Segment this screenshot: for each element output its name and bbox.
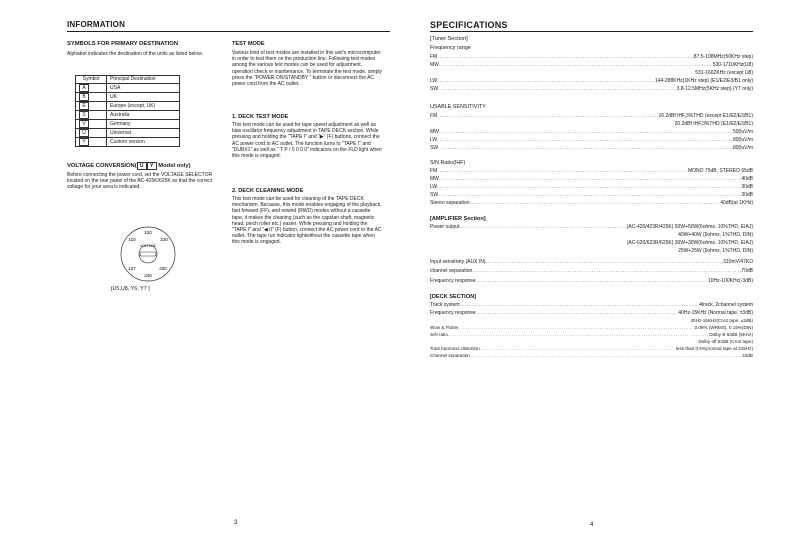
spec-value: Dolby B 63dB (5KHz): [709, 332, 753, 337]
table-row: [76, 119, 180, 128]
dial-label: 230: [159, 266, 167, 271]
usable-sensitivity-title: USABLE SENSITIVITY: [430, 104, 486, 110]
spec-value: 40dB: [741, 176, 753, 182]
spec-row: [430, 192, 753, 198]
left-header-rule: [67, 31, 390, 32]
deck-cleaning-title: 2. DECK CLEANING MODE: [232, 188, 304, 194]
spec-value: 4track, 2channel system: [699, 302, 753, 308]
spec-label: MW: [430, 129, 439, 135]
symbol-box: B: [79, 93, 89, 101]
spec-label: FM: [430, 168, 438, 174]
spec-value: Dolby off 53dB (Cro2 tape): [698, 339, 753, 344]
destination-cell: Germany: [107, 119, 180, 128]
spec-row: [430, 268, 753, 274]
right-page-header: SPECIFICATIONS: [430, 20, 508, 30]
deck-cleaning-body: This test mode can be used for cleaning of the TAPE DECK mechanism. Because, this mode enables engaging of the playback, fast forward (FF), and rewind (RWD) modes without a cassette tape, it makes the cleaning (such as the capstan shaft, magnetic head, pinch roller etc.) easier. While pressing and holding the "TAPE I" and "◀ II" (F) button, connect the AC power cord to the AC outlet. The tape run indicator lightwithout the cassette tape when this mode is engaged.: [232, 196, 382, 246]
specifications-block: [430, 36, 753, 366]
spec-label: Input sensitivity (AUX IN): [430, 259, 486, 265]
spec-label: LW: [430, 78, 438, 84]
symbols-intro: Alphabet indicates the destination of the units as listed below.: [67, 51, 203, 57]
spec-value: 30dB: [741, 192, 753, 198]
spec-value: 40dB(at 1KHz): [720, 200, 753, 206]
spec-label: MW: [430, 176, 439, 182]
spec-value: 40Hz-16KHz(Cro2 tape, ±3dB): [690, 318, 753, 323]
spec-label: Channel separation: [430, 353, 470, 358]
tuner-section-title: [Tuner Section]: [430, 36, 468, 42]
destination-cell: Europe (except, UK): [107, 101, 180, 110]
page-number-left: 3: [234, 520, 238, 526]
spec-value: MONO 75dB, STEREO 65dB: [687, 168, 753, 174]
spec-row: [430, 346, 753, 351]
spec-label: LW: [430, 184, 438, 190]
deck-test-title: 1. DECK TEST MODE: [232, 114, 289, 120]
symbols-title: SYMBOLS FOR PRIMARY DESTINATION: [67, 41, 179, 47]
spec-row: [430, 310, 753, 316]
table-row: [76, 83, 180, 92]
voltage-symbol-u: U: [137, 162, 147, 170]
spec-row: [430, 353, 753, 358]
spec-label: SW: [430, 145, 439, 151]
spec-label: Frequency response: [430, 278, 476, 284]
models-caption: [U5,U8, Y6, Y7 ]: [111, 286, 150, 292]
spec-value: 43dB: [742, 353, 753, 358]
dial-label: 240: [144, 273, 152, 278]
spec-value: 530-1710KHz(U8): [712, 62, 753, 68]
spec-label: Total harmonic distortion: [430, 346, 480, 351]
amplifier-section-title: [AMPLIFIER Section]: [430, 216, 486, 222]
spec-label: FM: [430, 113, 438, 119]
destination-table: [75, 75, 180, 147]
spec-value: 30dB: [741, 184, 753, 190]
spec-value: 3.8-12.5MHz(5KHz step) (Y7 only): [676, 86, 753, 92]
spec-value: 70dB: [741, 268, 753, 274]
spec-value: 40Hz-15KHz (Normal tape, ±3dB): [678, 310, 753, 316]
spec-row: [430, 200, 753, 206]
deck-test-body: This test mode can be used for tape speed adjustment as well as bias oscillator frequency adjustment in TAPE DECK section. While pressing and holding the "TAPE I" and "▶" (F) buttons, connect the AC power cord to AC outlet. The function turns to "TAPE I" and "DUBX1" as well as " T P / 0 0 0 0" indicators on the FLD light when this mode is engaged.: [232, 122, 382, 160]
symbol-box: E: [79, 102, 89, 110]
spec-row: [430, 278, 753, 284]
spec-row: [430, 224, 753, 230]
table-row: [76, 128, 180, 137]
spec-row: [430, 62, 753, 68]
destination-cell: Custom version: [107, 137, 180, 146]
dial-label: 120: [144, 230, 152, 235]
spec-value: 310mV/47KΩ: [723, 259, 753, 265]
page-number-right: 4: [590, 522, 594, 528]
spec-label: Stereo separation: [430, 200, 470, 206]
spec-row: [430, 113, 753, 119]
table-row: [76, 101, 180, 110]
spec-value: less than 0.5%(normal tape at 315Hz): [675, 346, 753, 351]
symbol-box: S: [79, 111, 89, 119]
table-row: [76, 92, 180, 101]
test-mode-body: Various kind of test modes are installed in this unit's microcomputer in order to test them on the production line. Following test modes among the various test modes can be used for adjustment, operation check or maintenance. To terminate the test mode, simply press the "POWER ON/STANDBY " button or disconnect the AC power cord from the AC outlet.: [232, 50, 382, 88]
dial-label: 220: [160, 237, 168, 242]
spec-value: 0.09% (WRMS), 0.15%(DIN): [694, 325, 753, 330]
frequency-range-label: Frequency range: [430, 45, 471, 51]
spec-value: 20.2dBf IHF,3%THD (E1/E2/E3/B1): [674, 121, 753, 127]
spec-label: LW: [430, 137, 438, 143]
spec-row: [430, 176, 753, 182]
voltage-body: Before connecting the power cord, set the VOLTAGE SELECTOR located on the rear panel of the AC-425K/625K so that the correct voltage for your area is indicated.: [67, 172, 213, 191]
spec-value: (AC-620/623R/625K) 30W+30W(6ohms, 10%THD, EIAJ): [626, 240, 753, 246]
spec-label: SW: [430, 86, 439, 92]
spec-row: [430, 184, 753, 190]
spec-label: Frequency response: [430, 310, 476, 316]
spec-label: Track system: [430, 302, 460, 308]
spec-row: [430, 129, 753, 135]
spec-value: 16.2dBf IHF,3%THD (except E1/E2/E3/B1): [658, 113, 753, 119]
voltage-title-end: Model only): [156, 163, 191, 169]
spec-row: [430, 168, 753, 174]
table-row: [76, 110, 180, 119]
destination-cell: UK: [107, 92, 180, 101]
spec-value: 10Hz-100KHz(-3dB): [707, 278, 753, 284]
sn-ratio-title: S/N Ratio(IHF): [430, 160, 466, 166]
spec-label: FM: [430, 54, 438, 60]
dial-label: VOLTAGE: [139, 244, 157, 248]
table-header-symbol: Symbol: [76, 76, 107, 84]
table-header-destination: Principal Destination: [107, 76, 180, 84]
voltage-title: [67, 162, 191, 170]
spec-row: [430, 145, 753, 151]
voltage-title-start: VOLTAGE CONVERSION(: [67, 163, 137, 169]
left-page-header: INFORMATION: [67, 20, 126, 29]
spec-value: 531-1602KHz (except U8): [695, 70, 753, 76]
spec-row: [430, 332, 753, 337]
right-header-rule: [430, 31, 753, 32]
destination-cell: Universal: [107, 128, 180, 137]
spec-row: [430, 54, 753, 60]
spec-label: SW: [430, 192, 439, 198]
spec-value: 87.5-108MHz(50KHz step): [693, 54, 753, 60]
spec-row: [430, 259, 753, 265]
symbol-box: A: [79, 84, 89, 92]
dial-label: 127: [128, 266, 136, 271]
table-row: [76, 137, 180, 146]
spec-value: 800uV/m: [732, 137, 753, 143]
spec-label: channel separation: [430, 268, 473, 274]
dial-label: 110: [128, 237, 136, 242]
spec-label: Power output: [430, 224, 460, 230]
spec-row: [430, 78, 753, 84]
spec-label: S/N ratio: [430, 332, 448, 337]
symbol-box: U: [79, 129, 89, 137]
symbol-box: V: [79, 120, 89, 128]
spec-value: 800uV/m: [732, 145, 753, 151]
test-mode-title: TEST MODE: [232, 41, 265, 47]
spec-label: MW: [430, 62, 439, 68]
spec-label: Wow & Flutter: [430, 325, 459, 330]
spec-row: [430, 137, 753, 143]
spec-row: [430, 325, 753, 330]
spec-value: 144-288KHz(1KHz step) (E1/E2/E3/B1 only): [654, 78, 753, 84]
destination-cell: Australia: [107, 110, 180, 119]
destination-cell: USA: [107, 83, 180, 92]
voltage-symbol-y: Y: [147, 162, 157, 170]
spec-value: 500uV/m: [732, 129, 753, 135]
symbol-box: Y: [79, 138, 89, 146]
spec-row: [430, 86, 753, 92]
spec-row: [430, 302, 753, 308]
spec-value: 40W+40W (6ohms, 1%THD, DIN): [678, 232, 753, 238]
voltage-selector-dial-icon: [118, 224, 178, 284]
spec-value: 25W+25W (6ohms, 1%THD, DIN): [678, 248, 753, 254]
deck-section-title: [DECK SECTION]: [430, 294, 476, 300]
spec-value: (AC-420/423R/425K) 50W+50W(6ohms, 10%THD, EIAJ): [626, 224, 753, 230]
